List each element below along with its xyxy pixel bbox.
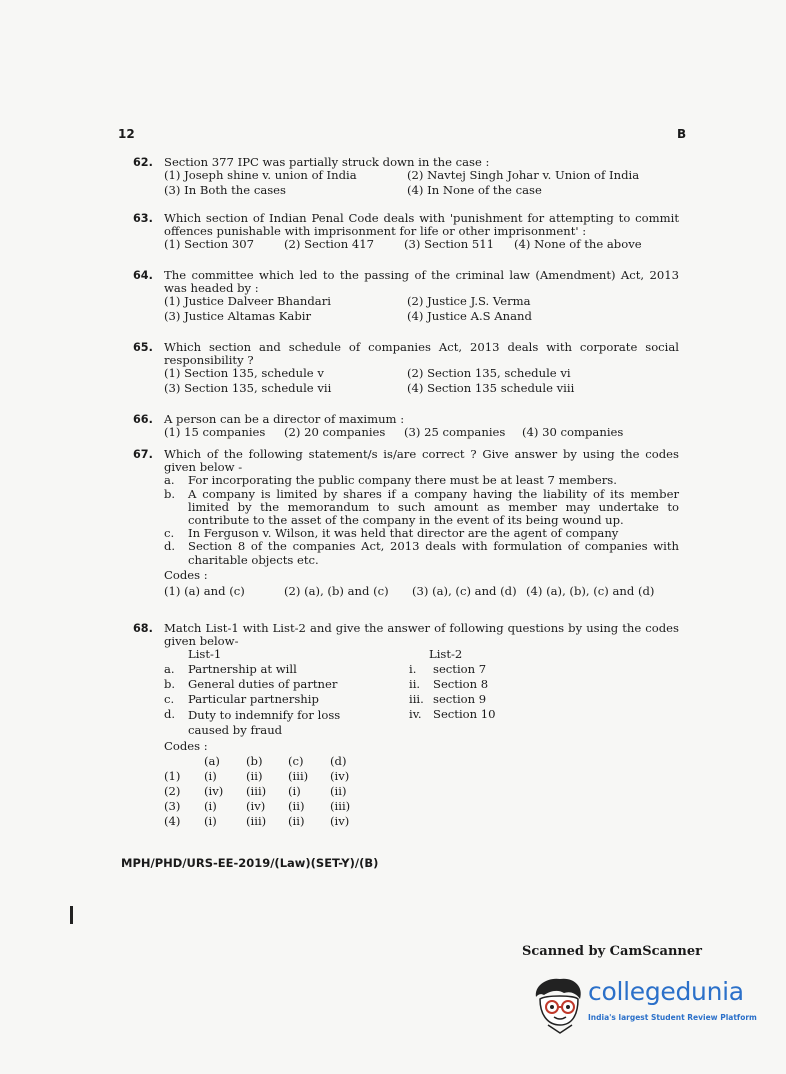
statement-b [164,488,679,528]
codes-option: (2) [164,783,181,798]
list1-item: General duties of partner [188,677,338,692]
question-65 [134,341,679,397]
list1-item: Particular partnership [188,692,319,707]
list1-item: Duty to indemnify for loss caused by fraud [188,708,341,738]
option-3: (3) In Both the cases [164,183,286,198]
statement-text: Section 8 of the companies Act, 2013 deals with formulation of companies with charitable objects etc. [188,539,679,567]
option-row [164,238,679,253]
question-text: Which section of Indian Penal Code deals with 'punishment for attempting to commit offences punishable with imprisonment for life or other imprisonment' : [164,211,679,239]
question-text: A person can be a director of maximum : [164,412,405,426]
option-1: (1) (a) and (c) [164,584,245,599]
option-row [164,426,679,441]
option-1: (1) Section 307 [164,237,255,252]
statement-label: c. [164,526,175,541]
codes-header-cell: (d) [330,753,347,768]
statement-text: A company is limited by shares if a company having the liability of its member limited by the memorandum to such amount as member may undertake to contribute to the asset of the company in the event of its being wound up. [188,486,679,528]
page-number: 12 [118,127,135,141]
codes-cell: (ii) [288,798,305,813]
option-1: (1) 15 companies [164,425,266,440]
scanner-watermark: Scanned by CamScanner [522,944,702,959]
list1-item: Partnership at will [188,662,297,677]
codes-cell: (iv) [204,783,224,798]
list1-label: a. [164,662,175,677]
question-68 [134,622,679,829]
option-row [164,585,679,600]
list1-title: List-1 [188,647,222,662]
codes-cell: (ii) [288,813,305,828]
option-row [164,367,679,382]
list2-label: iii. [409,692,424,707]
list1-label: b. [164,677,176,692]
option-4: (4) Justice A.S Anand [407,309,532,324]
margin-mark [70,906,73,924]
codes-option: (1) [164,768,181,783]
question-number: 63. [133,212,153,225]
option-1: (1) Section 135, schedule v [164,366,324,381]
codes-header-cell: (a) [204,753,220,768]
codes-row [164,799,372,814]
question-text: Match List-1 with List-2 and give the answer of following questions by using the codes given below- [164,621,679,649]
question-number: 67. [133,448,153,461]
codes-label: Codes : [164,739,208,754]
codes-header-row [164,754,372,769]
list2-label: iv. [409,707,422,722]
codes-option: (4) [164,813,181,828]
list2-item: Section 10 [433,707,496,722]
codes-row [164,769,372,784]
question-text: Which of the following statement/s is/are correct ? Give answer by using the codes given below - [164,447,679,475]
list2-label: i. [409,662,417,677]
set-letter: B [677,127,687,141]
option-3: (3) Section 511 [404,237,495,252]
statement-text: In Ferguson v. Wilson, it was held that director are the agent of company [188,526,619,541]
list2-item: Section 8 [433,677,489,692]
codes-option: (3) [164,798,181,813]
statement-label: b. [164,486,176,501]
question-text: The committee which led to the passing of the criminal law (Amendment) Act, 2013 was headed by : [164,268,679,296]
option-2: (2) Section 417 [284,237,375,252]
codes-cell: (iii) [246,783,267,798]
collegedunia-logo [530,975,760,1035]
question-number: 68. [133,622,153,635]
list1-label: c. [164,692,175,707]
question-64 [134,269,679,325]
codes-cell: (iii) [330,798,351,813]
option-row [164,382,679,397]
codes-cell: (i) [288,783,301,798]
codes-row [164,814,372,829]
codes-header-cell: (c) [288,753,304,768]
list2-title: List-2 [429,647,463,662]
option-2: (2) (a), (b) and (c) [284,584,389,599]
codes-corner [164,754,204,769]
list1-label: d. [164,707,176,722]
question-number: 62. [133,156,153,169]
question-66 [134,413,679,441]
question-62 [134,156,679,199]
statement-d [164,540,679,566]
question-number: 66. [133,413,153,426]
option-3: (3) (a), (c) and (d) [412,584,517,599]
option-4: (4) (a), (b), (c) and (d) [526,584,655,599]
list2-item: section 7 [433,662,487,677]
match-lists [164,648,679,740]
paper-code: MPH/PHD/URS-EE-2019/(Law)(SET-Y)/(B) [121,856,379,870]
question-number: 64. [133,269,153,282]
option-row [164,184,679,199]
question-text: Section 377 IPC was partially struck down in the case : [164,155,490,169]
option-4: (4) In None of the case [407,183,542,198]
codes-label: Codes : [164,567,208,582]
codes-table [164,754,372,829]
question-67 [134,448,679,600]
option-4: (4) Section 135 schedule viii [407,381,575,396]
option-3: (3) Justice Altamas Kabir [164,309,312,324]
option-1: (1) Joseph shine v. union of India [164,168,357,183]
option-row [164,295,679,310]
list2-item: section 9 [433,692,487,707]
option-2: (2) Navtej Singh Johar v. Union of India [407,168,640,183]
option-4: (4) None of the above [514,237,642,252]
statement-text: For incorporating the public company there must be at least 7 members. [188,473,617,488]
option-2: (2) Justice J.S. Verma [407,294,531,309]
codes-cell: (i) [204,768,217,783]
option-row [164,169,679,184]
option-3: (3) Section 135, schedule vii [164,381,332,396]
question-63 [134,212,679,253]
option-2: (2) 20 companies [284,425,386,440]
codes-cell: (ii) [246,768,263,783]
option-row [164,310,679,325]
codes-header-cell: (b) [246,753,263,768]
list2-label: ii. [409,677,421,692]
option-4: (4) 30 companies [522,425,624,440]
codes-row [164,784,372,799]
question-text: Which section and schedule of companies Act, 2013 deals with corporate social responsibility ? [164,340,679,368]
codes-cell: (iv) [246,798,266,813]
codes-cell: (ii) [330,783,347,798]
statement-label: d. [164,539,176,554]
student-mascot-icon [530,975,588,1035]
question-number: 65. [133,341,153,354]
codes-cell: (iii) [288,768,309,783]
codes-cell: (iii) [246,813,267,828]
logo-name: collegedunia [588,977,744,1006]
codes-cell: (iv) [330,813,350,828]
codes-cell: (i) [204,813,217,828]
codes-cell: (i) [204,798,217,813]
option-3: (3) 25 companies [404,425,506,440]
option-2: (2) Section 135, schedule vi [407,366,571,381]
codes-cell: (iv) [330,768,350,783]
statement-label: a. [164,473,175,488]
logo-tagline: India's largest Student Review Platform [588,1013,757,1022]
option-1: (1) Justice Dalveer Bhandari [164,294,331,309]
